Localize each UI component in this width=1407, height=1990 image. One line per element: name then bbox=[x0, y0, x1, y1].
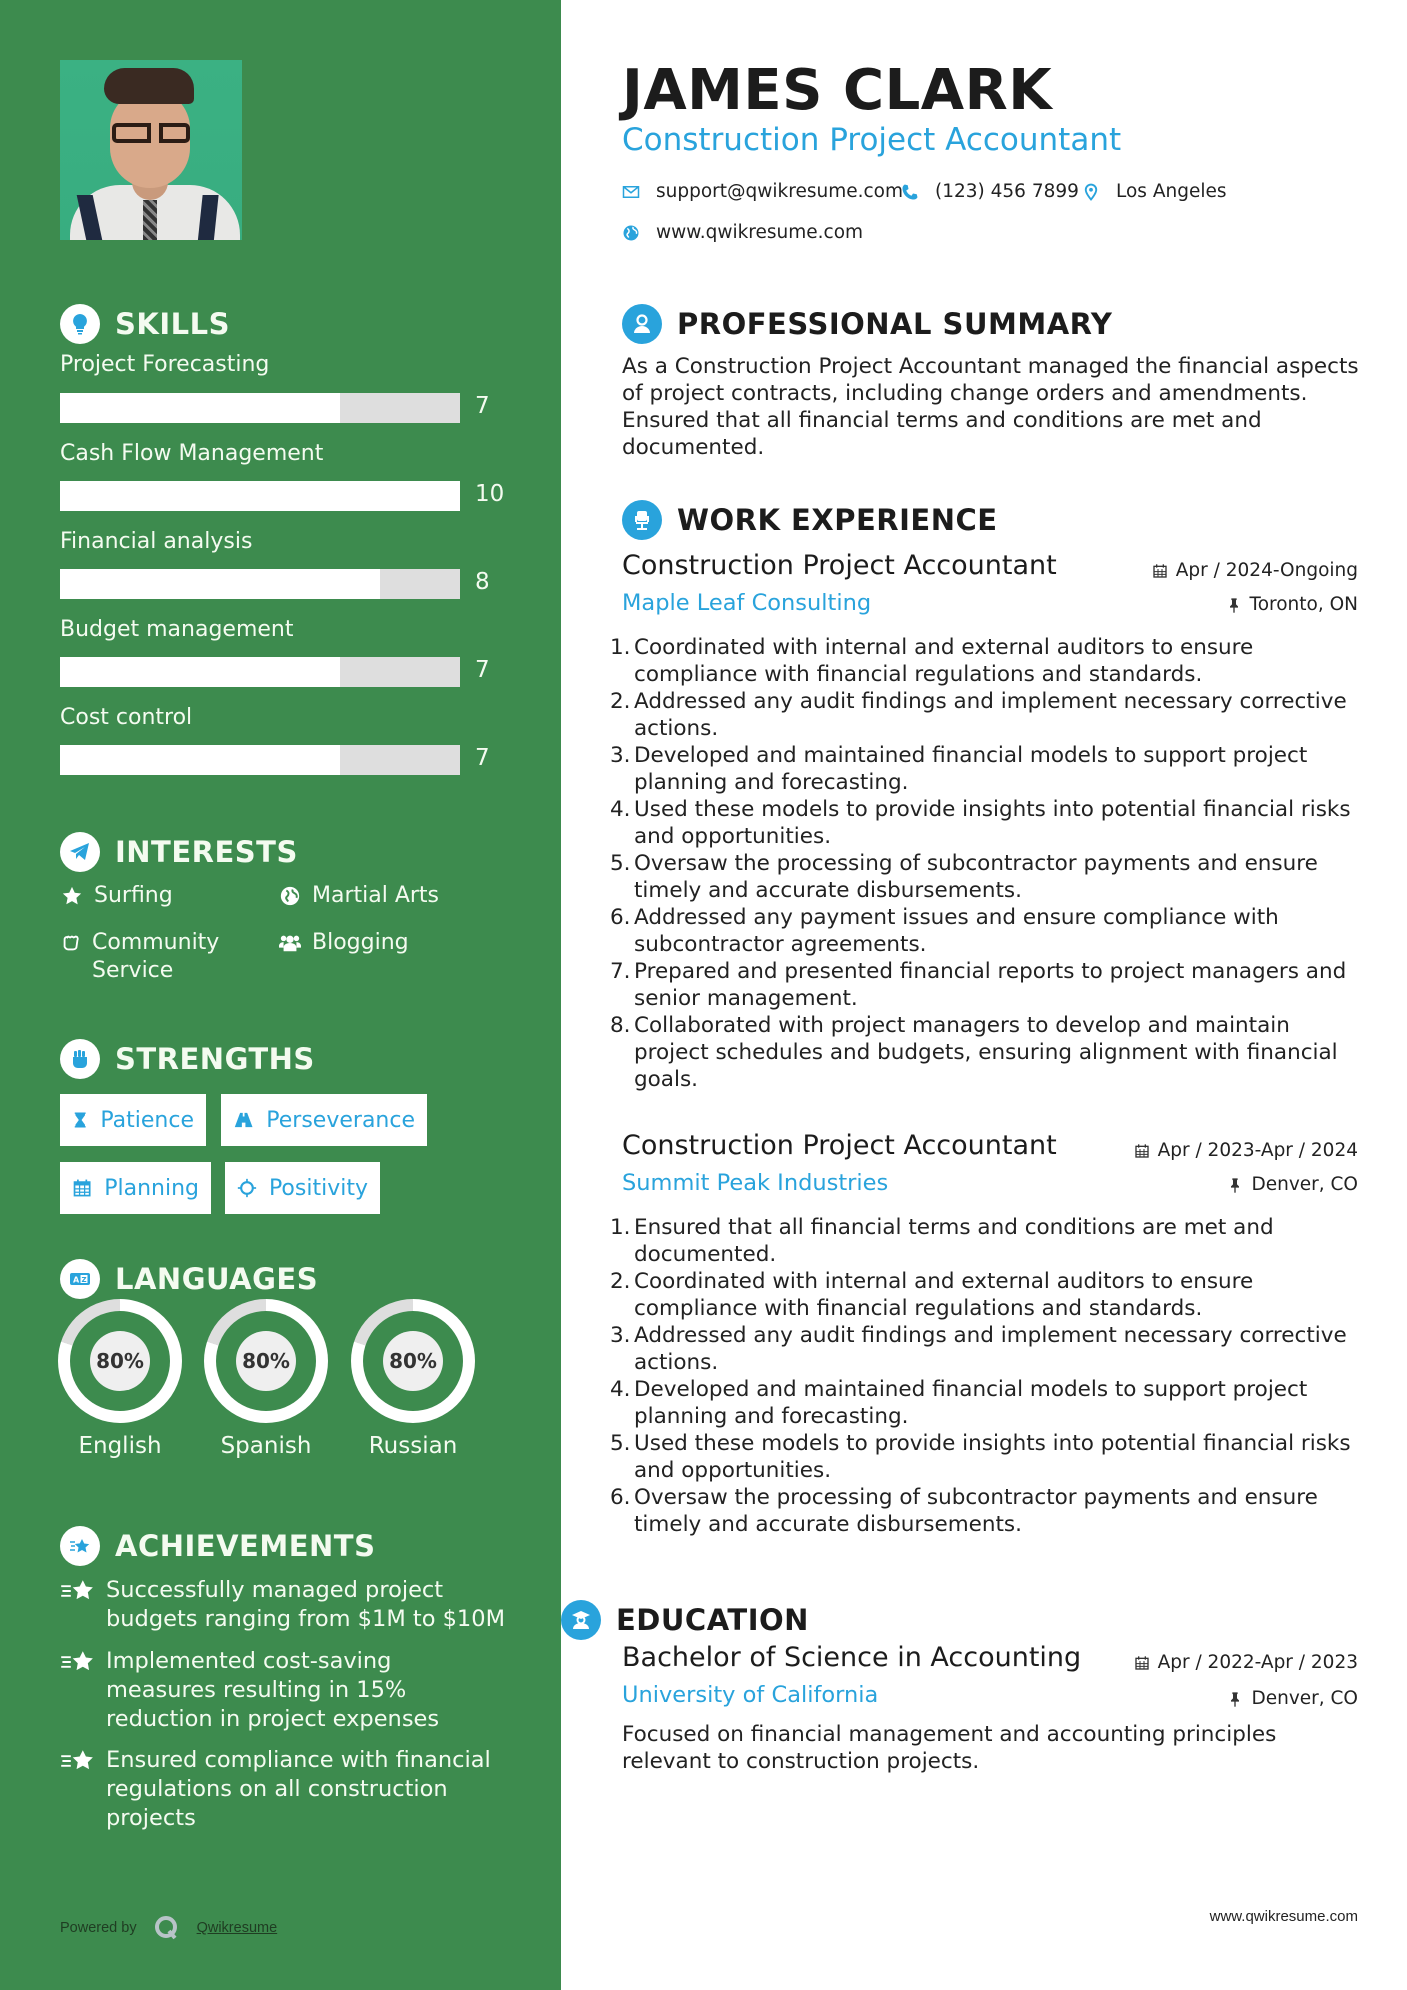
road-icon bbox=[233, 1108, 254, 1132]
skill-bar-fill bbox=[60, 393, 340, 423]
skill-label: Cash Flow Management bbox=[60, 441, 324, 466]
job-responsibilities bbox=[610, 1214, 1370, 1538]
language-percent: 80% bbox=[236, 1331, 296, 1391]
interest-label: Martial Arts bbox=[312, 883, 440, 908]
achievement-item bbox=[60, 1576, 506, 1634]
calendar-icon bbox=[72, 1176, 92, 1200]
skill-bar-fill bbox=[60, 745, 340, 775]
job-dates-text: Apr / 2024-Ongoing bbox=[1175, 560, 1358, 581]
candidate-role: Construction Project Accountant bbox=[622, 122, 1122, 158]
strength-label: Planning bbox=[104, 1175, 199, 1201]
job-responsibilities bbox=[610, 634, 1370, 1093]
translate-icon bbox=[60, 1259, 100, 1299]
achievement-text: Ensured compliance with financial regulations on all construction projects bbox=[106, 1747, 491, 1831]
job-dates bbox=[1152, 560, 1358, 581]
paper-plane-icon bbox=[60, 832, 100, 872]
experience-heading bbox=[622, 500, 998, 540]
language-name: Spanish bbox=[220, 1433, 312, 1459]
interest-item bbox=[60, 929, 260, 985]
qwikresume-link[interactable]: Qwikresume bbox=[196, 1920, 278, 1936]
pushpin-icon bbox=[1226, 597, 1242, 613]
skill-bar bbox=[60, 569, 460, 599]
education-location-text: Denver, CO bbox=[1251, 1688, 1358, 1709]
achievements-title: ACHIEVEMENTS bbox=[115, 1529, 376, 1563]
education-dates-text: Apr / 2022-Apr / 2023 bbox=[1157, 1652, 1358, 1673]
education-dates bbox=[1134, 1652, 1358, 1673]
fist-icon bbox=[60, 1039, 100, 1079]
strength-tag bbox=[225, 1162, 380, 1214]
language-percent: 80% bbox=[90, 1331, 150, 1391]
skill-bar bbox=[60, 481, 460, 511]
map-marker-icon bbox=[1082, 183, 1100, 201]
profile-photo bbox=[60, 60, 242, 240]
skill-bar-fill bbox=[60, 481, 460, 511]
list-item: 7. Prepared and presented financial reports to project managers and senior management. bbox=[610, 959, 1347, 1011]
shooting-star-icon bbox=[60, 1576, 96, 1606]
shooting-star-icon bbox=[60, 1647, 96, 1677]
email-text: support@qwikresume.com bbox=[656, 181, 903, 202]
office-chair-icon bbox=[622, 500, 662, 540]
website-text: www.qwikresume.com bbox=[656, 222, 864, 243]
footer-website-link[interactable]: www.qwikresume.com bbox=[1209, 1908, 1358, 1925]
list-item: 5. Oversaw the processing of subcontractor payments and ensure timely and accurate disbursements. bbox=[610, 851, 1318, 903]
globe-icon bbox=[278, 882, 302, 910]
strength-tag bbox=[221, 1094, 427, 1146]
qwikresume-logo-icon bbox=[153, 1914, 181, 1942]
degree-title: Bachelor of Science in Accounting bbox=[622, 1642, 1082, 1673]
strength-label: Patience bbox=[100, 1107, 194, 1133]
list-item: 2. Addressed any audit findings and implement necessary corrective actions. bbox=[610, 689, 1347, 741]
pushpin-icon bbox=[1227, 1691, 1243, 1707]
strengths-heading bbox=[60, 1039, 315, 1079]
user-icon bbox=[622, 304, 662, 344]
graduate-icon bbox=[561, 1600, 601, 1640]
calendar-icon bbox=[1134, 1143, 1150, 1159]
powered-by-label: Powered by bbox=[60, 1920, 137, 1936]
summary-title: PROFESSIONAL SUMMARY bbox=[677, 307, 1113, 341]
svg-text:A: A bbox=[73, 1275, 80, 1285]
job-location-text: Toronto, ON bbox=[1249, 594, 1358, 615]
skill-bar-fill bbox=[60, 657, 340, 687]
list-item: 5. Used these models to provide insights into potential financial risks and opportunities. bbox=[610, 1431, 1351, 1483]
list-item: 3. Addressed any audit findings and implement necessary corrective actions. bbox=[610, 1323, 1347, 1375]
globe-icon bbox=[622, 224, 640, 242]
job-dates bbox=[1134, 1140, 1358, 1161]
contact-location bbox=[1082, 181, 1227, 202]
summary-heading bbox=[622, 304, 1112, 344]
shooting-star-icon bbox=[60, 1746, 96, 1776]
list-item: 3. Developed and maintained financial models to support project planning and forecasting. bbox=[610, 743, 1308, 795]
list-item: 4. Used these models to provide insights into potential financial risks and opportunities. bbox=[610, 797, 1351, 849]
pushpin-icon bbox=[1227, 1177, 1243, 1193]
svg-text:Z: Z bbox=[81, 1276, 87, 1284]
school-name: University of California bbox=[622, 1682, 879, 1708]
summary-text: As a Construction Project Accountant managed the financial aspects of project contracts, including change orders and amendments. Ensured that all financial terms and conditions are met and documented. bbox=[622, 354, 1359, 460]
education-heading bbox=[561, 1600, 809, 1640]
shooting-star-icon bbox=[60, 1526, 100, 1566]
calendar-icon bbox=[1152, 563, 1168, 579]
hand-icon bbox=[60, 929, 82, 957]
language-progress-ring bbox=[204, 1299, 328, 1423]
contact-phone[interactable] bbox=[901, 181, 1079, 202]
main-content bbox=[561, 0, 1407, 1990]
language-name: Russian bbox=[368, 1433, 458, 1459]
list-item: 6. Oversaw the processing of subcontractor payments and ensure timely and accurate disbursements. bbox=[610, 1485, 1318, 1537]
education-title: EDUCATION bbox=[616, 1603, 809, 1637]
job-location bbox=[1226, 594, 1358, 615]
job-location bbox=[1227, 1174, 1358, 1195]
interest-label: Community Service bbox=[92, 930, 220, 983]
skill-label: Financial analysis bbox=[60, 529, 253, 554]
skill-value: 7 bbox=[475, 657, 490, 683]
job-company: Summit Peak Industries bbox=[622, 1170, 889, 1196]
phone-text: (123) 456 7899 bbox=[935, 181, 1079, 202]
skill-value: 8 bbox=[475, 569, 490, 595]
skill-label: Project Forecasting bbox=[60, 352, 270, 377]
language-name: English bbox=[78, 1433, 162, 1459]
language-item bbox=[204, 1299, 328, 1459]
sun-icon bbox=[237, 1176, 257, 1200]
job-company: Maple Leaf Consulting bbox=[622, 590, 872, 616]
interests-heading bbox=[60, 832, 298, 872]
education-description: Focused on financial management and accounting principles relevant to construction projects. bbox=[622, 1722, 1277, 1774]
languages-title: LANGUAGES bbox=[115, 1262, 319, 1296]
sidebar bbox=[0, 0, 561, 1990]
strength-label: Positivity bbox=[268, 1175, 368, 1201]
achievement-text: Successfully managed project budgets ranging from $1M to $10M bbox=[106, 1577, 505, 1632]
job-title: Construction Project Accountant bbox=[622, 1130, 1057, 1161]
list-item: 1. Coordinated with internal and external auditors to ensure compliance with financial regulations and standards. bbox=[610, 635, 1254, 687]
strengths-title: STRENGTHS bbox=[115, 1042, 315, 1076]
experience-title: WORK EXPERIENCE bbox=[677, 503, 998, 537]
powered-by bbox=[60, 1914, 277, 1942]
job-dates-text: Apr / 2023-Apr / 2024 bbox=[1157, 1140, 1358, 1161]
phone-icon bbox=[901, 183, 919, 201]
star-icon bbox=[60, 882, 84, 910]
language-percent: 80% bbox=[383, 1331, 443, 1391]
skill-label: Budget management bbox=[60, 617, 294, 642]
skill-bar bbox=[60, 393, 460, 423]
list-item: 1. Ensured that all financial terms and conditions are met and documented. bbox=[610, 1215, 1274, 1267]
language-item bbox=[351, 1299, 475, 1459]
skill-value: 7 bbox=[475, 745, 490, 771]
achievements-heading bbox=[60, 1526, 375, 1566]
list-item: 4. Developed and maintained financial models to support project planning and forecasting. bbox=[610, 1377, 1308, 1429]
skill-bar bbox=[60, 745, 460, 775]
achievement-item bbox=[60, 1746, 506, 1833]
languages-heading bbox=[60, 1259, 318, 1299]
hourglass-icon bbox=[72, 1108, 88, 1132]
interest-item bbox=[278, 882, 439, 910]
calendar-icon bbox=[1134, 1655, 1150, 1671]
contact-email[interactable] bbox=[622, 181, 903, 202]
strength-label: Perseverance bbox=[266, 1107, 415, 1133]
skills-heading bbox=[60, 304, 230, 344]
interest-label: Surfing bbox=[94, 883, 173, 908]
skill-value: 7 bbox=[475, 393, 490, 419]
skill-label: Cost control bbox=[60, 705, 193, 730]
strength-tag bbox=[60, 1162, 211, 1214]
language-progress-ring bbox=[351, 1299, 475, 1423]
skill-bar bbox=[60, 657, 460, 687]
skill-bar-fill bbox=[60, 569, 380, 599]
lightbulb-icon bbox=[60, 304, 100, 344]
job-location-text: Denver, CO bbox=[1251, 1174, 1358, 1195]
users-icon bbox=[278, 929, 302, 957]
interests-title: INTERESTS bbox=[115, 835, 298, 869]
language-item bbox=[58, 1299, 182, 1459]
envelope-icon bbox=[622, 183, 640, 201]
achievement-item bbox=[60, 1647, 506, 1734]
list-item: 8. Collaborated with project managers to develop and maintain project schedules and budgets, ensuring alignment with financial goals. bbox=[610, 1013, 1338, 1092]
job-title: Construction Project Accountant bbox=[622, 550, 1057, 581]
candidate-name: JAMES CLARK bbox=[622, 58, 1053, 123]
language-progress-ring bbox=[58, 1299, 182, 1423]
interest-item bbox=[60, 882, 173, 910]
achievement-text: Implemented cost-saving measures resulting in 15% reduction in project expenses bbox=[106, 1648, 440, 1732]
location-text: Los Angeles bbox=[1116, 181, 1227, 202]
interest-label: Blogging bbox=[312, 930, 409, 955]
education-location bbox=[1227, 1688, 1358, 1709]
list-item: 2. Coordinated with internal and external auditors to ensure compliance with financial regulations and standards. bbox=[610, 1269, 1254, 1321]
interest-item bbox=[278, 929, 409, 957]
skill-value: 10 bbox=[475, 481, 505, 507]
list-item: 6. Addressed any payment issues and ensure compliance with subcontractor agreements. bbox=[610, 905, 1279, 957]
strength-tag bbox=[60, 1094, 206, 1146]
contact-website[interactable] bbox=[622, 222, 863, 243]
skills-title: SKILLS bbox=[115, 307, 230, 341]
